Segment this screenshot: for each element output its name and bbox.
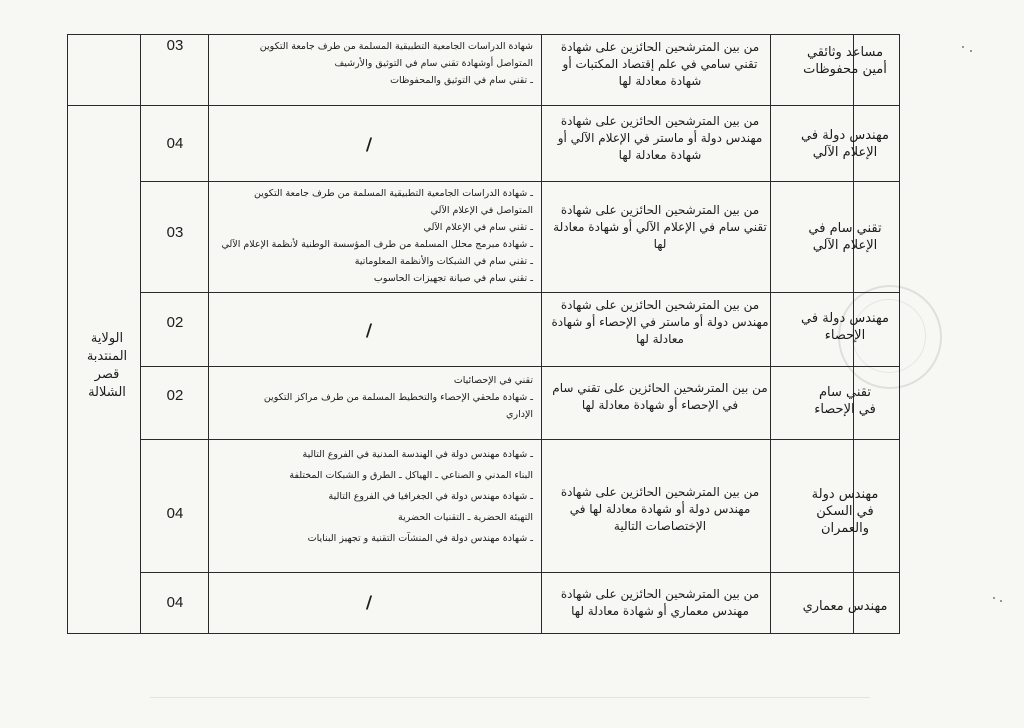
table-row-divider: [140, 366, 899, 367]
empty-mark: /: [365, 593, 373, 613]
condition-line: معادلة لها: [636, 332, 684, 346]
specialties-list: [196, 38, 533, 89]
wilaya-name-line: الشلالة: [88, 385, 126, 400]
condition-line: من بين المترشحين الحائزين على تقني سام: [552, 381, 768, 395]
positions-count: 02: [166, 387, 184, 404]
condition-line: لها: [653, 237, 667, 251]
condition-text: [550, 380, 770, 414]
positions-count: 04: [166, 594, 184, 611]
condition-line: في الإحصاء أو شهادة معادلة لها: [581, 398, 739, 412]
specialty-line: شهادة الدراسات الجامعية التطبيقية المسلمة من طرف جامعة التكوين: [259, 41, 533, 52]
condition-line: من بين المترشحين الحائزين على شهادة: [560, 40, 760, 54]
post-title: [794, 486, 896, 537]
condition-line: الإختصاصات التالية: [613, 519, 707, 533]
condition-line: من بين المترشحين الحائزين على شهادة: [560, 587, 760, 601]
condition-text: [550, 202, 770, 253]
wilaya-name-line: المنتدبة: [86, 349, 128, 364]
empty-mark: /: [365, 135, 373, 155]
scan-speck: [993, 597, 995, 599]
post-title-line: مهندس دولة في: [801, 311, 889, 326]
positions-count: 04: [166, 135, 184, 152]
specialty-line: ـ شهادة مبرمج محلل المسلمة من طرف المؤسسة الوطنية لأنظمة الإعلام الآلي: [221, 239, 533, 250]
specialties-list: [196, 372, 533, 423]
post-title-line: والعمران: [821, 521, 869, 536]
empty-mark: /: [365, 321, 373, 341]
specialty-line: التهيئة الحضرية ـ التقنيات الحضرية: [397, 512, 533, 523]
specialty-line: المتواصل في الإعلام الآلي: [430, 205, 533, 216]
specialty-line: ـ تقني سام في التوثيق والمحفوظات: [390, 75, 533, 86]
specialty-line: ـ شهادة مهندس دولة في الهندسة المدنية في الفروع التالية: [302, 449, 533, 460]
post-title: [794, 598, 896, 615]
specialty-line: ـ تقني سام في الإعلام الآلي: [423, 222, 533, 233]
scan-speck: [1000, 600, 1002, 602]
table-row-divider: [140, 572, 899, 573]
condition-line: مهندس دولة أو ماستر في الإحصاء أو شهادة: [551, 315, 769, 329]
scan-speck: [962, 46, 964, 48]
condition-line: شهادة معادلة لها: [618, 74, 702, 88]
specialty-line: الإداري: [506, 409, 533, 420]
table-border-bottom: [67, 633, 899, 634]
scan-speck: [970, 50, 972, 52]
column-divider: [541, 34, 542, 634]
condition-line: شهادة معادلة لها: [618, 148, 702, 162]
column-divider: [770, 34, 771, 634]
post-title-line: الإحصاء: [824, 328, 866, 343]
positions-count: 03: [166, 37, 184, 54]
post-title-line: في السكن: [816, 504, 874, 519]
post-title-line: في الإحصاء: [814, 402, 876, 417]
condition-line: من بين المترشحين الحائزين على شهادة: [560, 485, 760, 499]
positions-count: 02: [166, 314, 184, 331]
specialty-line: تقني في الإحصائيات: [453, 375, 533, 386]
table-row-divider: [140, 439, 899, 440]
post-title-line: مهندس دولة: [811, 487, 879, 502]
specialties-list: [196, 185, 533, 287]
post-title-line: مهندس معماري: [802, 599, 888, 614]
specialty-line: ـ شهادة مهندس دولة في المنشآت التقنية و تجهيز البنايات: [307, 533, 533, 544]
table-border-top: [67, 34, 899, 35]
specialty-line: ـ شهادة مهندس دولة في الجغرافيا في الفروع التالية: [328, 491, 533, 502]
post-title-line: مهندس دولة في: [801, 128, 889, 143]
condition-line: تقني سام في الإعلام الآلي أو شهادة معادلة: [553, 220, 767, 234]
condition-line: تقني سامي في علم إقتصاد المكتبات أو: [562, 57, 758, 71]
condition-line: مهندس دولة أو شهادة معادلة لها في: [569, 502, 751, 516]
post-title-line: الإعلام الآلي: [812, 145, 878, 160]
condition-line: مهندس دولة أو ماستر في الإعلام الآلي أو: [557, 131, 763, 145]
condition-text: [550, 39, 770, 90]
condition-line: من بين المترشحين الحائزين على شهادة: [560, 114, 760, 128]
post-title-line: تقني سام: [819, 385, 871, 400]
wilaya-cell-divider: [67, 105, 140, 106]
positions-count: 03: [166, 224, 184, 241]
post-title: [794, 44, 896, 78]
scan-footer-line: [150, 697, 870, 698]
table-row-divider: [140, 181, 899, 182]
post-title: [794, 220, 896, 254]
condition-line: من بين المترشحين الحائزين على شهادة: [560, 203, 760, 217]
condition-line: من بين المترشحين الحائزين على شهادة: [560, 298, 760, 312]
condition-text: [550, 484, 770, 535]
condition-text: [550, 586, 770, 620]
positions-count: 04: [166, 505, 184, 522]
post-title-line: تقني سام في: [808, 221, 882, 236]
post-title-line: مساعد وثائقي: [806, 45, 884, 60]
table-border-right: [899, 34, 900, 634]
post-title: [794, 384, 896, 418]
condition-line: مهندس معماري أو شهادة معادلة لها: [571, 604, 749, 618]
condition-text: [550, 113, 770, 164]
column-divider: [140, 34, 141, 634]
post-title: [794, 127, 896, 161]
specialty-line: البناء المدني و الصناعي ـ الهياكل ـ الطرق و الشبكات المختلفة: [289, 470, 533, 481]
wilaya-name: [76, 330, 138, 402]
table-border-left: [67, 34, 68, 634]
wilaya-name-line: الولاية: [90, 331, 124, 346]
specialty-line: المتواصل أوشهادة تقني سام في التوثيق والأرشيف: [334, 58, 533, 69]
specialty-line: ـ شهادة الدراسات الجامعية التطبيقية المسلمة من طرف جامعة التكوين: [254, 188, 533, 199]
post-title-line: أمين محفوظات: [803, 62, 887, 77]
specialty-line: ـ تقني سام في صيانة تجهيزات الحاسوب: [373, 273, 533, 284]
post-title-line: الإعلام الآلي: [812, 238, 878, 253]
specialties-list: [196, 444, 533, 549]
post-title: [794, 310, 896, 344]
specialty-line: ـ شهادة ملحقي الإحصاء والتخطيط المسلمة من طرف مراكز التكوين: [263, 392, 533, 403]
wilaya-name-line: قصر: [94, 367, 120, 382]
table-row-divider: [140, 105, 899, 106]
table-row-divider: [140, 292, 899, 293]
specialty-line: ـ تقني سام في الشبكات والأنظمة المعلوماتية: [354, 256, 533, 267]
condition-text: [550, 297, 770, 348]
